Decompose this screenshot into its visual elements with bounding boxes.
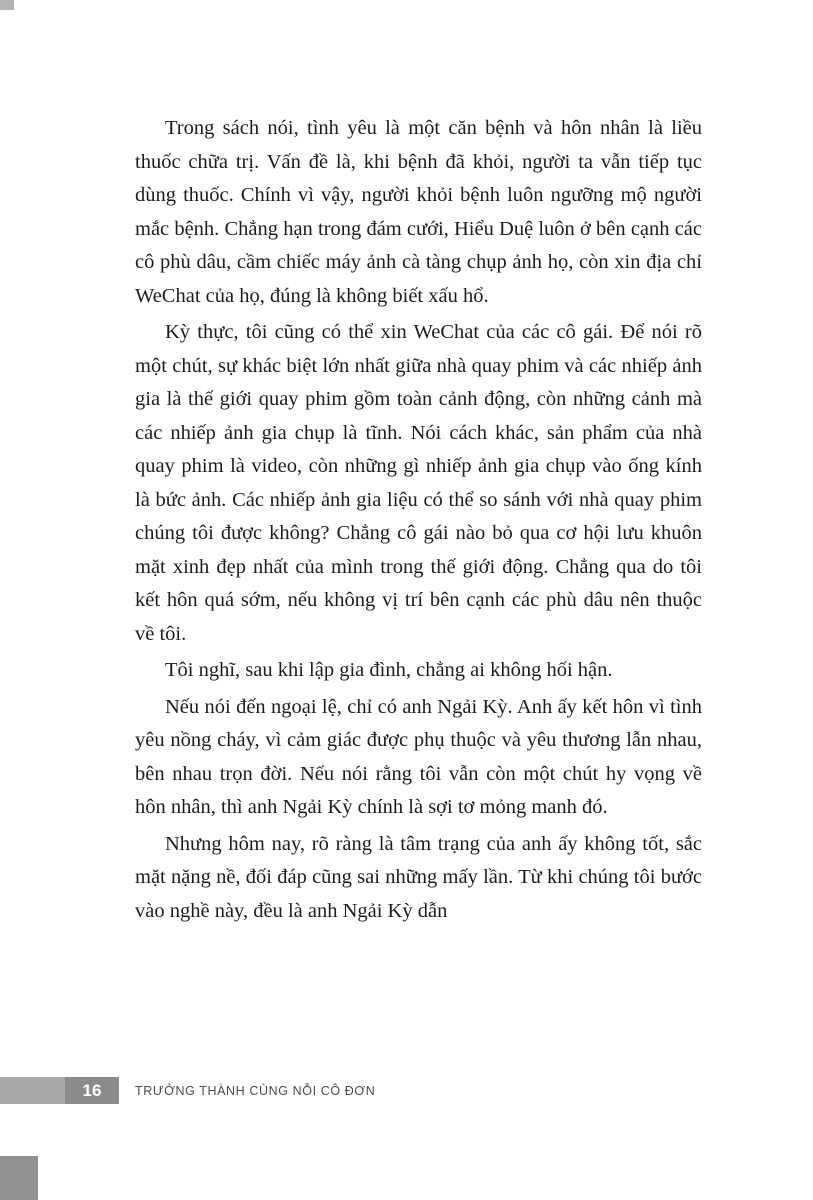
- paragraph: Kỳ thực, tôi cũng có thể xin WeChat của các cô gái. Để nói rõ một chút, sự khác biệt lớn nhất giữa nhà quay phim và các nhiếp ảnh gia là thế giới quay phim gồm toàn cảnh động, còn những cảnh mà các nhiếp ảnh gia chụp là tĩnh. Nói cách khác, sản phẩm của nhà quay phim là video, còn những gì nhiếp ảnh gia chụp vào ống kính là bức ảnh. Các nhiếp ảnh gia liệu có thể so sánh với nhà quay phim chúng tôi được không? Chẳng cô gái nào bỏ qua cơ hội lưu khuôn mặt xinh đẹp nhất của mình trong thế giới động. Chẳng qua do tôi kết hôn quá sớm, nếu không vị trí bên cạnh các phù dâu nên thuộc về tôi.: [135, 321, 702, 645]
- book-title: TRƯỞNG THÀNH CÙNG NỖI CÔ ĐƠN: [135, 1083, 376, 1098]
- corner-mark-top: [0, 0, 14, 10]
- paragraph: Nhưng hôm nay, rõ ràng là tâm trạng của anh ấy không tốt, sắc mặt nặng nề, đối đáp cũng sai những mấy lần. Từ khi chúng tôi bước vào nghề này, đều là anh Ngải Kỳ dẫn: [135, 832, 702, 922]
- paragraph: Trong sách nói, tình yêu là một căn bệnh và hôn nhân là liều thuốc chữa trị. Vấn đề là, khi bệnh đã khỏi, người ta vẫn tiếp tục dùng thuốc. Chính vì vậy, người khỏi bệnh luôn ngưỡng mộ người mắc bệnh. Chẳng hạn trong đám cưới, Hiểu Duệ luôn ở bên cạnh các cô phù dâu, cầm chiếc máy ảnh cà tàng chụp ảnh họ, còn xin địa chỉ WeChat của họ, đúng là không biết xấu hổ.: [135, 117, 702, 307]
- footer-rule: [0, 1077, 65, 1104]
- paragraph: Tôi nghĩ, sau khi lập gia đình, chẳng ai không hối hận.: [165, 659, 613, 681]
- text-block: [135, 112, 702, 931]
- corner-mark-bottom: [0, 1156, 38, 1200]
- paragraph: Nếu nói đến ngoại lệ, chỉ có anh Ngải Kỳ. Anh ấy kết hôn vì tình yêu nồng cháy, vì cảm giác được phụ thuộc và yêu thương lẫn nhau, bên nhau trọn đời. Nếu nói rằng tôi vẫn còn một chút hy vọng về hôn nhân, thì anh Ngải Kỳ chính là sợi tơ mỏng manh đó.: [135, 695, 702, 818]
- page-number-badge: 16: [65, 1077, 119, 1104]
